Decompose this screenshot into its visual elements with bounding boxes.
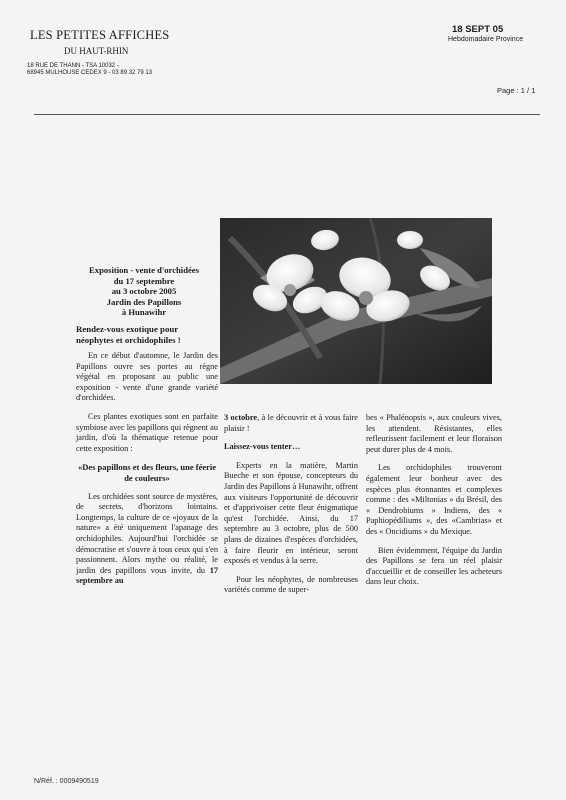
edition-label: Hebdomadaire Province [448,36,524,43]
paragraph [76,492,218,587]
issue-date: 18 SEPT 05 [452,24,504,35]
headline-line: Exposition - vente d'orchidées [89,265,199,275]
article-headline [74,265,214,318]
paragraph [224,413,358,434]
headline-line: à Hunawihr [121,307,167,317]
paragraph-text: , à le découvrir et à vous faire plaisir ! [224,413,358,433]
subheading: Laissez-vous tenter… [224,442,301,452]
headline-line: Jardin des Papillons [106,296,182,307]
address-line-1: 18 RUE DE THANN - TSA 10032 - [27,63,119,69]
address-line-2: 68945 MULHOUSE CEDEX 9 - 03 89 32 79 13 [27,70,153,76]
orchid-photo [220,218,492,384]
article-column-1 [76,351,218,595]
article-column-3 [366,413,502,596]
paragraph: bes « Phalénopsis », aux couleurs vives, les attendent. Résistantes, elles refleurissent facilement et leur floraison peut durer plus de 4 mois. [366,413,502,454]
page-number: Page : 1 / 1 [497,86,536,95]
headline-line: du 17 septembre [113,275,175,286]
header-rule [34,114,540,115]
article-lead: Rendez-vous exotique pour néophytes et orchidophiles ! [76,324,181,345]
date-highlight: 3 octobre [224,413,258,422]
paragraph: Les orchidophiles trouveront également leur bonheur avec des espèces plus étonnantes et complexes comme : des «Miltonias » du Brésil, des « Dendrobiums » Indiens, des « Paphiopédiliums », des «Cambrias» et des « Oncidiums » du Mexique. [366,463,502,536]
paragraph: Pour les néophytes, de nombreuses variétés comme de super- [224,574,358,595]
headline-line: au 3 octobre 2005 [111,286,177,296]
paragraph: Bien évidemment, l'équipe du Jardin des Papillons se fera un réel plaisir d'accueillir et de conseiller les acheteurs dans leur choix. [366,545,502,587]
paragraph: En ce début d'automne, le Jardin des Papillons ouvre ses portes au règne végétal en proposant au public une exposition - vente d'une grande variété d'orchidées. [76,351,218,403]
reference-number: N/Réf. : 0009490519 [34,778,99,785]
paragraph-text: Les orchidées sont source de mystères, de secrets, d'horizons lointains. Longtemps, la culture de ce «joyaux de la nature» a été uniquement l'apanage des orchidophiles. Aujourd'hui l'orchidée se démocratise et s'ouvre à tous ceux qui s'en passionnent. Alors mythe ou réalité, le jardin des papillons vous invite, du [76,491,218,575]
pull-quote: «Des papillons et des fleurs, une féerie de couleurs» [77,462,217,483]
publication-title: LES PETITES AFFICHES [30,28,170,42]
date-highlight: 17 septembre au [76,565,218,586]
publication-subtitle: DU HAUT-RHIN [64,46,129,56]
article-column-2 [224,413,358,604]
paragraph: Experts en la matière, Martin Bueche et son épouse, concepteurs du Jardin des Papillons à Hunawihr, offrent aux visiteurs l'opportunité de découvrir et d'apprivoiser cette fleur énigmatique qu'est l'orchidée. Ainsi, du 17 septembre au 3 octobre, plus de 500 plans de dizaines d'espèces d'orchidées, à faire fleurir en intérieur, seront exposés et vendus à la serre. [224,460,358,566]
paragraph: Ces plantes exotiques sont en parfaite symbiose avec les papillons qui règnent au jardin, d'où la thématique retenue pour cette exposition : [76,411,218,453]
